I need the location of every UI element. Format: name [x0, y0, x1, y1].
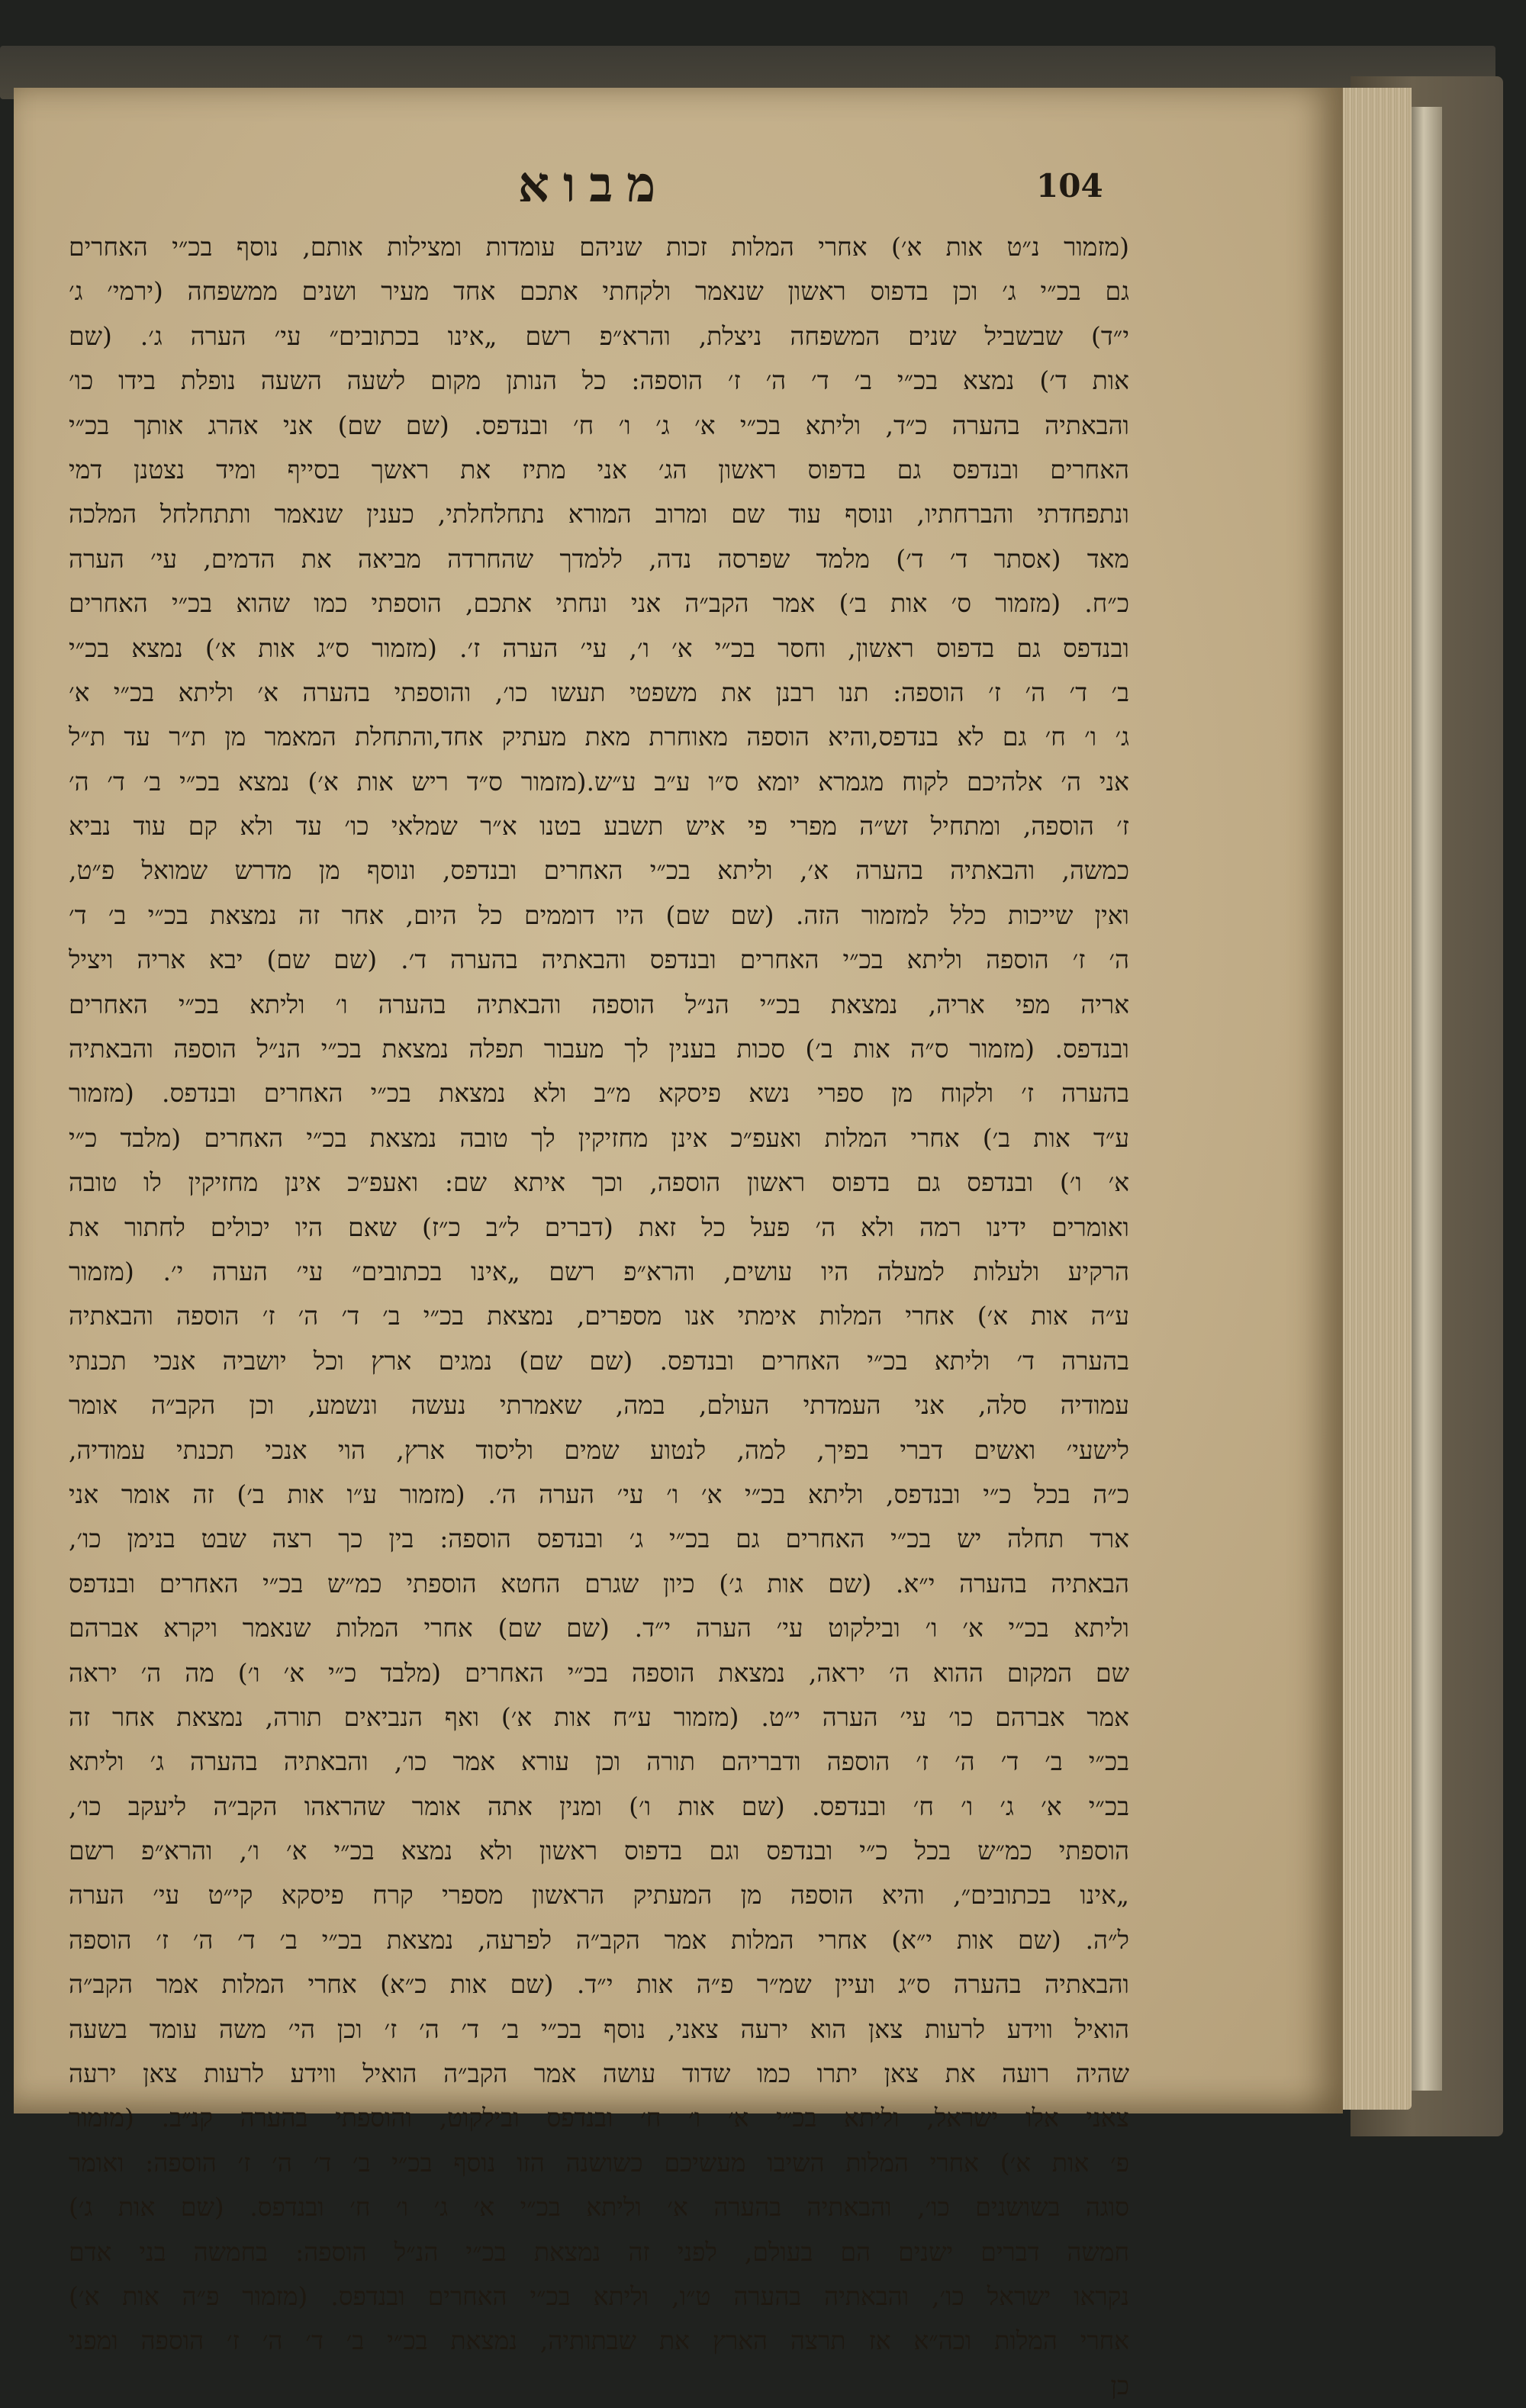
text-line: ובנדפס. (מזמור ס״ה אות ב׳) סכות בענין לך מעבור תפלה נמצאת בכ״י הנ״ל הוספה והבאתיה [69, 1034, 1129, 1064]
text-line: ואין שייכות כלל למזמור הזה. (שם שם) היו דוממים כל היום, אחר זה נמצאת בכ״י ב׳ ד׳ [69, 900, 1129, 930]
text-line: ל״ה. (שם אות י״א) אחרי המלות אמר הקב״ה לפרעה, נמצאת בכ״י ב׳ ד׳ ה׳ ז׳ הוספה [69, 1924, 1129, 1955]
text-line: י״ד) שבשביל שנים המשפחה ניצלת, והרא״פ רשם „אינו בכתובים״ עי׳ הערה ג׳. (שם [69, 320, 1129, 351]
text-line: מאד (אסתר ד׳ ד׳) מלמד שפרסה נדה, ללמדך שהחרדה מביאה את הדמים, עי׳ הערה [69, 543, 1129, 574]
text-line: שם המקום ההוא ה׳ יראה, נמצאת הוספה בכ״י האחרים (מלבד כ״י א׳ ו׳) מה ה׳ יראה [69, 1657, 1129, 1688]
text-line: אות ד׳) נמצא בכ״י ב׳ ד׳ ה׳ ז׳ הוספה: כל הנותן מקום לשעה השעה נופלת בידו כו׳ [69, 365, 1129, 396]
text-line: גם בכ״י ג׳ וכן בדפוס ראשון שנאמר ולקחתי אתכם אחד מעיר ושנים ממשפחה (ירמי׳ ג׳ [69, 276, 1129, 307]
text-line: ז׳ הוספה, ומתחיל זש״ה מפרי פי איש תשבע בטנו א״ר שמלאי כו׳ עד ולא קם עוד נביא [69, 811, 1129, 842]
text-line: חמשה דברים ישנים הם בעולם, לפני זה נמצאת בכ״י הנ״ל הוספה: בחמשה בני אדם [69, 2236, 1129, 2267]
text-line: (מזמור נ״ט אות א׳) אחרי המלות זכות שניהם עומדות ומצילות אותם, נוסף בכ״י האחרים [69, 232, 1129, 262]
text-line: כן [1110, 2370, 1129, 2400]
text-line: ארד תחלה יש בכ״י האחרים גם בכ״י ג׳ ובנדפס הוספה: בין כך רצה שבט בנימן כו׳, [69, 1524, 1129, 1554]
body-text [69, 225, 1129, 2408]
text-line: הרקיע ולעלות למעלה היו עושים, והרא״פ רשם „אינו בכתובים״ עי׳ הערה י׳. (מזמור [69, 1256, 1129, 1286]
text-line: סוגה בשושנים כו׳, והבאתיה בהערה א׳ וליתא בכ״י א׳ ג׳ ו׳ ח׳ ובנדפס. (שם אות ג׳) [69, 2192, 1129, 2223]
text-line: האחרים ובנדפס גם בדפוס ראשון הג׳ אני מתיז את ראשך בסייף ומיד נצטנן דמי [69, 454, 1129, 484]
text-line: ע״ה אות א׳) אחרי המלות אימתי אנו מספרים, נמצאת בכ״י ב׳ ד׳ ה׳ ז׳ הוספה והבאתיה [69, 1301, 1129, 1331]
text-line: „אינו בכתובים״, והיא הוספה מן המעתיק הראשון מספרי קרח פיסקא קי״ט עי׳ הערה [69, 1880, 1129, 1911]
text-line: ע״ד אות ב׳) אחרי המלות ואעפ״כ אינן מחזיקין לך טובה נמצאת בכ״י האחרים (מלבד כ״י [69, 1122, 1129, 1153]
text-line: ג׳ ו׳ ח׳ גם לא בנדפס,והיא הוספה מאוחרת מאת מעתיק אחד,והתחלת המאמר מן ת״ר עד ת״ל [69, 722, 1129, 752]
text-line: אחרי המלות וכה״א אז תרצה הארץ את שבתותיה, נמצאת בכ״י ב׳ ד׳ ה׳ ז׳ הוספה ומפני [69, 2326, 1129, 2356]
text-line: לישעי׳ ואשים דברי בפיך, למה, לנטוע שמים וליסוד ארץ, הוי אנכי תכנתי עמודיה, [69, 1434, 1129, 1465]
text-line: אני ה׳ אלהיכם לקוח מגמרא יומא ס״ו ע״ב ע״ש.(מזמור ס״ד ריש אות א׳) נמצא בכ״י ב׳ ד׳ ה׳ [69, 766, 1129, 797]
text-line: ואומרים ידינו רמה ולא ה׳ פעל כל זאת (דברים ל״ב כ״ז) שאם היו יכולים לחתור את [69, 1212, 1129, 1242]
page-header-title: מבוא [517, 156, 670, 214]
text-line: הבאתיה בהערה י״א. (שם אות ג׳) כיון שגרם החטא הוספתי כמ״ש בכ״י האחרים ובנדפס [69, 1568, 1129, 1598]
text-line: שהיה רועה את צאן יתרו כמו שדוד עושה אמר הקב״ה הואיל ווידע לרעות צאן ירעה [69, 2059, 1129, 2089]
text-line: כמשה, והבאתיה בהערה א׳, וליתא בכ״י האחרים ובנדפס, ונוסף מן מדרש שמואל פ״ט, [69, 855, 1129, 886]
page-number: 104 [1036, 167, 1103, 204]
text-line: צאני אלו ישראל, וליתא בכ״י א׳ ו׳ ח׳ ובנדפס ובילקוט, והוספתי בהערה קנ״ב. (מזמור [69, 2103, 1129, 2133]
text-line: א׳ ו׳) ובנדפס גם בדפוס ראשון הוספה, וכך איתא שם: ואעפ״כ אינן מחזיקין לו טובה [69, 1167, 1129, 1198]
text-line: כ״ה בכל כ״י ובנדפס, וליתא בכ״י א׳ ו׳ עי׳ הערה ה׳. (מזמור ע״ו אות ב׳) זה אומר אני [69, 1479, 1129, 1509]
page-edge-shadow [1412, 107, 1442, 2091]
text-line: והבאתיה בהערה ס״ג ועיין שמ״ר פ״ה אות י״ד. (שם אות כ״א) אחרי המלות אמר הקב״ה [69, 1969, 1129, 2000]
book-page [14, 88, 1343, 2400]
text-line: הואיל ווידע לרעות צאן הוא ירעה צאני, נוסף בכ״י ב׳ ד׳ ה׳ ז׳ וכן הי׳ משה עומד בשעה [69, 2014, 1129, 2044]
text-line: כ״ח. (מזמור ס׳ אות ב׳) אמר הקב״ה אני ונחתי אתכם, הוספתי כמו שהוא בכ״י האחרים [69, 588, 1129, 619]
text-line: ה׳ ז׳ הוספה וליתא בכ״י האחרים ובנדפס והבאתיה בהערה ד׳. (שם שם) יבא אריה ויציל [69, 945, 1129, 975]
text-line: בכ״י ב׳ ד׳ ה׳ ז׳ הוספה ודבריהם תורה וכן עורא אמר כו׳, והבאתיה בהערה ג׳ וליתא [69, 1746, 1129, 1777]
running-head [14, 156, 1343, 217]
text-line: ב׳ ד׳ ה׳ ז׳ הוספה: תנו רבנן את משפטי תעשו כו׳, והוספתי בהערה א׳ וליתא בכ״י א׳ [69, 677, 1129, 707]
text-line: וליתא בכ״י א׳ ו׳ ובילקוט עי׳ הערה י״ד. (שם שם) אחרי המלות שנאמר ויקרא אברהם [69, 1613, 1129, 1643]
text-line: בהערה ז׳ ולקוח מן ספרי נשא פיסקא מ״ב ולא נמצאת בכ״י האחרים ובנדפס. (מזמור [69, 1078, 1129, 1109]
text-line: ונתפחדתי והברחתיו, ונוסף עוד שם ומרוב המורא נתחלחלתי, כענין שנאמר ותתחלחל המלכה [69, 499, 1129, 530]
text-line: ובנדפס גם בדפוס ראשון, וחסר בכ״י א׳ ו׳, עי׳ הערה ז׳. (מזמור ס״ג אות א׳) נמצא בכ״י [69, 633, 1129, 663]
text-line: בהערה ד׳ וליתא בכ״י האחרים ובנדפס. (שם שם) נמגים ארץ וכל יושביה אנכי תכנתי [69, 1345, 1129, 1376]
text-line: והבאתיה בהערה כ״ד, וליתא בכ״י א׳ ג׳ ו׳ ח׳ ובנדפס. (שם שם) אני אהרג אותך בכ״י [69, 410, 1129, 440]
text-line: נקראו ישראל כו׳, והבאתיה בהערה ט״ו, וליתא בכ״י האחרים ובנדפס. (מזמור פ״ה אות א׳) [69, 2281, 1129, 2311]
text-line: אמר אברהם כו׳ עי׳ הערה י״ט. (מזמור ע״ח אות א׳) ואף הנביאים תורה, נמצאת אחר זה [69, 1701, 1129, 1732]
text-line: עמודיה סלה, אני העמדתי העולם, במה, שאמרתי נעשה ונשמע, וכן הקב״ה אומר [69, 1390, 1129, 1421]
text-line: אריה מפי אריה, נמצאת בכ״י הנ״ל הוספה והבאתיה בהערה ו׳ וליתא בכ״י האחרים [69, 989, 1129, 1019]
text-line: הוספתי כמ״ש בכל כ״י ובנדפס וגם בדפוס ראשון ולא נמצא בכ״י א׳ ו׳, והרא״פ רשם [69, 1836, 1129, 1866]
text-line: בכ״י א׳ ג׳ ו׳ ח׳ ובנדפס. (שם אות ו׳) ומנין אתה אומר שהראהו הקב״ה ליעקב כו׳, [69, 1791, 1129, 1821]
text-line: פ׳ אות א׳) אחרי המלות השיבו מעשיכם כשושנה הזו נוסף בכ״י ב׳ ד׳ ה׳ ז׳ הוספה: ואומר [69, 2147, 1129, 2178]
